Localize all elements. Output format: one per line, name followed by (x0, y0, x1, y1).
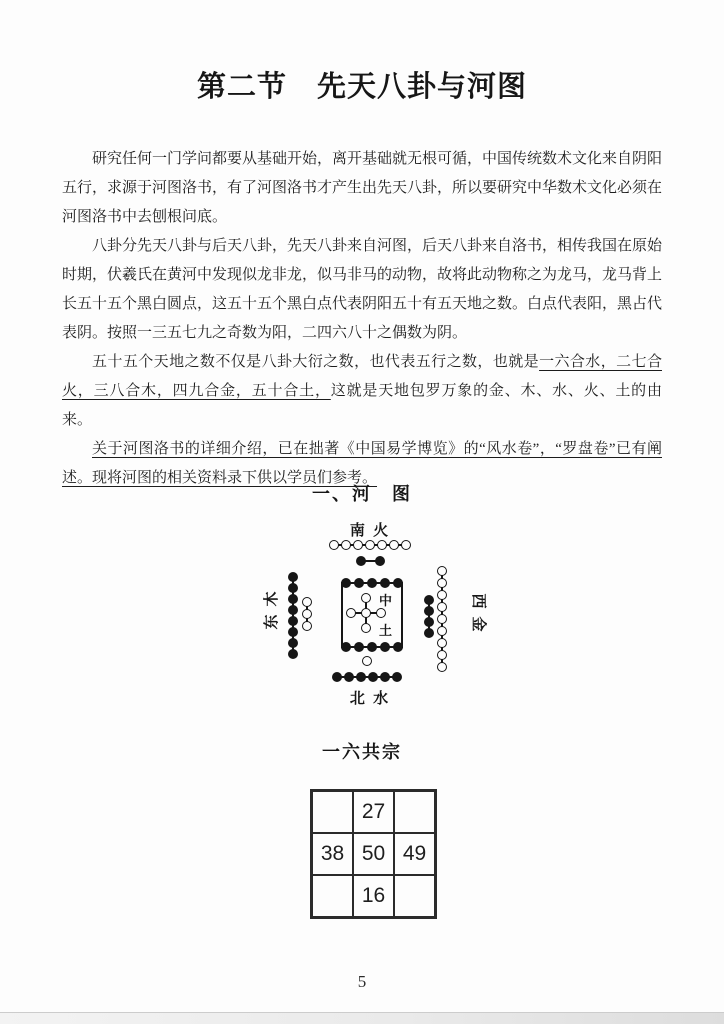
black-dot (288, 627, 298, 637)
white-dot (329, 540, 339, 550)
east-wood-label (264, 591, 280, 630)
west-white-dots (437, 566, 447, 672)
black-dot (356, 672, 366, 682)
west-metal-label (470, 593, 486, 632)
paragraph-3-text: 五十五个天地之数不仅是八卦大衍之数，也代表五行之数，也就是 (92, 354, 540, 370)
white-dot (401, 540, 411, 550)
paragraph-1-text: 研究任何一门学问都要从基础开始，离开基础就无根可循，中国传统数术文化来自阴阳五行，求源于河图洛书，有了河图洛书才产生出先天八卦，所以要研究中华数术文化必须在河图洛书中去刨根问底。 (62, 151, 663, 225)
south-fire-label: 南 火 (349, 522, 391, 539)
white-dot (437, 626, 447, 636)
black-dot (375, 556, 385, 566)
black-dot (288, 638, 298, 648)
black-dot (380, 672, 390, 682)
white-dot (389, 540, 399, 550)
white-dot (376, 608, 386, 618)
black-dot (288, 605, 298, 615)
east-white-dots (302, 597, 312, 631)
north-white-dot (362, 656, 372, 666)
black-dot (392, 672, 402, 682)
black-dot (424, 617, 434, 627)
white-dot (346, 608, 356, 618)
black-dot (424, 628, 434, 638)
paragraph-2-text: 八卦分先天八卦与后天八卦，先天八卦来自河图，后天八卦来自洛书，相传我国在原始时期，伏羲氏在黄河中发现似龙非龙，似马非马的动物，故将此动物称之为龙马，龙马背上长五十五个黑白圆点，这五十五个黑白点代表阴阳五十有五天地之数。白点代表阳，黑占代表阴。按照一三五七九之奇数为阳，二四六八十之偶数为阴。 (62, 238, 663, 341)
square-bottom-black-dots (341, 642, 403, 652)
black-dot (288, 572, 298, 582)
table-cell: 50 (353, 833, 394, 875)
heading-yiliu-gongzong: 一六共宗 (322, 742, 402, 762)
white-dot (437, 614, 447, 624)
black-dot (367, 642, 377, 652)
white-dot (302, 621, 312, 631)
table-cell: 49 (394, 833, 435, 875)
magic-square-table (310, 789, 437, 919)
black-dot (344, 672, 354, 682)
white-dot (302, 609, 312, 619)
paragraph-3-tail: 这就是天地包罗万象的金、木、水、火、土的由来。 (62, 383, 662, 428)
table-cell: 16 (353, 875, 394, 917)
white-dot (437, 638, 447, 648)
white-dot (437, 566, 447, 576)
black-dot (288, 583, 298, 593)
black-dot (380, 642, 390, 652)
white-dot (437, 590, 447, 600)
white-dot (362, 656, 372, 666)
black-dot (354, 642, 364, 652)
black-dot (354, 578, 364, 588)
scan-edge-artifact (0, 1012, 724, 1024)
east-black-dots (288, 572, 298, 659)
vertical-label-char: 金 (470, 616, 487, 632)
black-dot (393, 642, 403, 652)
table-cell (312, 791, 353, 833)
white-dot (361, 608, 371, 618)
black-dot (380, 578, 390, 588)
black-dot (332, 672, 342, 682)
table-cell (312, 875, 353, 917)
white-dot (361, 593, 371, 603)
table-cell: 38 (312, 833, 353, 875)
white-dot (302, 597, 312, 607)
square-top-black-dots (341, 578, 403, 588)
south-white-dots (329, 540, 411, 550)
underlined-text-five-elements: 一六合水，二七合火，三八合木，四九合金，五十合土， (62, 354, 662, 399)
black-dot (288, 594, 298, 604)
west-black-dots (424, 595, 434, 638)
black-dot (341, 642, 351, 652)
underlined-text-reference: 关于河图洛书的详细介绍，已在拙著《中国易学博览》的“风水卷”，“罗盘卷”已有阐述。现将河图的相关资料录下供以学员们参考。 (62, 441, 662, 486)
center-label-tu: 土 (379, 623, 393, 638)
white-dot (365, 540, 375, 550)
black-dot (288, 616, 298, 626)
page-number: 5 (357, 972, 367, 991)
south-black-dots (356, 556, 385, 566)
center-label-zhong: 中 (379, 593, 393, 608)
black-dot (341, 578, 351, 588)
black-dot (393, 578, 403, 588)
white-dot (353, 540, 363, 550)
white-dot (377, 540, 387, 550)
north-black-dots (332, 672, 402, 682)
black-dot (367, 578, 377, 588)
black-dot (356, 556, 366, 566)
table-cell (394, 791, 435, 833)
black-dot (288, 649, 298, 659)
vertical-label-char: 东 (263, 614, 280, 630)
white-dot (437, 578, 447, 588)
table-cell: 27 (353, 791, 394, 833)
black-dot (424, 595, 434, 605)
north-water-label: 北 水 (349, 690, 391, 707)
white-dot (341, 540, 351, 550)
vertical-label-char: 木 (263, 591, 280, 607)
white-dot (437, 662, 447, 672)
section-title: 第二节 先天八卦与河图 (196, 71, 527, 103)
black-dot (368, 672, 378, 682)
white-dot (361, 623, 371, 633)
vertical-label-char: 西 (470, 593, 487, 609)
white-dot (437, 602, 447, 612)
white-dot (437, 650, 447, 660)
black-dot (424, 606, 434, 616)
heading-hetu: 一、河 图 (312, 484, 412, 504)
table-cell (394, 875, 435, 917)
